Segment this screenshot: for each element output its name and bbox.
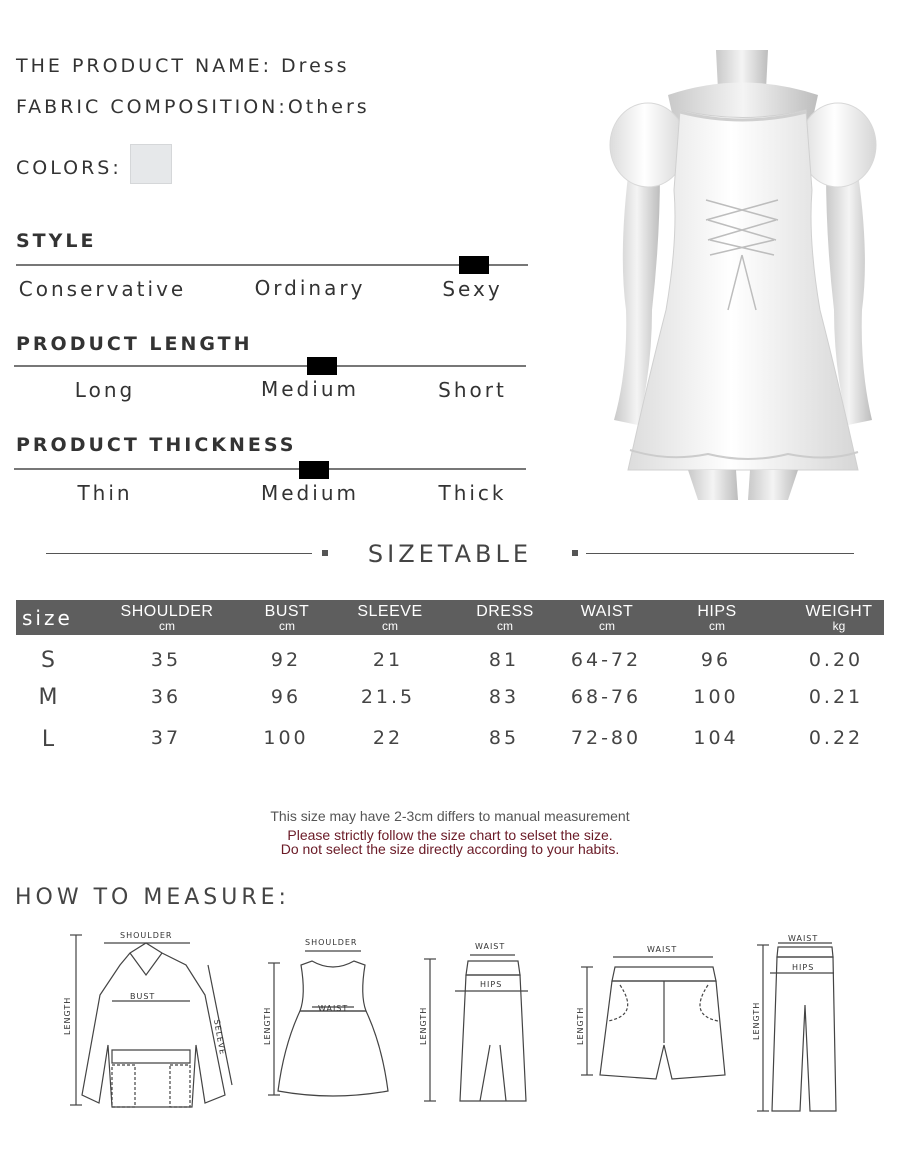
col-shoulder: SHOULDER cm (120, 603, 214, 633)
fabric-row (16, 96, 370, 118)
table-cell: 21 (372, 649, 404, 671)
product-name-row (16, 55, 350, 77)
thickness-option-thick: Thick (438, 481, 507, 505)
col-weight: WEIGHT kg (805, 603, 873, 633)
thickness-option-medium: Medium (261, 481, 359, 505)
how-to-measure-title: HOW TO MEASURE: (15, 885, 290, 910)
table-cell: 0.20 (808, 649, 864, 671)
label-waist-shorts: WAIST (647, 945, 678, 954)
style-marker (459, 256, 489, 274)
table-cell: 35 (150, 649, 182, 671)
table-cell: 96 (700, 649, 732, 671)
label-sleeve: SELEVE (212, 1018, 228, 1056)
table-cell: 81 (488, 649, 520, 671)
style-title: STYLE (16, 230, 97, 252)
table-cell: 83 (488, 686, 520, 708)
table-cell: 100 (693, 686, 739, 708)
table-cell: 96 (270, 686, 302, 708)
size-warning-1: Please strictly follow the size chart to selset the size. (287, 827, 613, 843)
table-cell: 68-76 (570, 686, 642, 708)
colors-label: COLORS: (16, 157, 122, 179)
style-scale-line (16, 264, 528, 266)
col-hips: HIPS cm (697, 603, 737, 633)
table-cell: 21.5 (360, 686, 416, 708)
table-cell: 22 (372, 727, 404, 749)
sizetable-title: SIZETABLE (367, 540, 533, 568)
label-hips-pants: HIPS (792, 963, 815, 972)
label-bust: BUST (130, 992, 156, 1001)
product-name-label: THE PRODUCT NAME: (16, 55, 273, 77)
label-length-shorts: LENGTH (576, 1006, 585, 1045)
label-waist-skirt: WAIST (475, 942, 506, 951)
fabric-label: FABRIC COMPOSITION: (16, 96, 288, 118)
length-option-short: Short (438, 378, 507, 402)
col-dress: DRESS cm (476, 603, 534, 633)
thickness-marker (299, 461, 329, 479)
style-option-sexy: Sexy (442, 277, 503, 301)
table-cell: 85 (488, 727, 520, 749)
label-waist-pants: WAIST (788, 934, 819, 943)
label-shoulder-jacket: SHOULDER (120, 931, 173, 940)
dress-diagram (268, 951, 388, 1096)
jacket-diagram (70, 935, 232, 1107)
thickness-option-thin: Thin (77, 481, 133, 505)
length-marker (307, 357, 337, 375)
product-photo (608, 50, 878, 500)
label-shoulder-dress: SHOULDER (305, 938, 358, 947)
measurement-diagrams (0, 925, 900, 1125)
table-cell: 100 (263, 727, 309, 749)
shorts-diagram (581, 957, 725, 1079)
table-cell: 64-72 (570, 649, 642, 671)
label-length-pants: LENGTH (752, 1001, 761, 1040)
skirt-diagram (424, 955, 528, 1101)
sizetable-line-right (586, 553, 854, 554)
style-option-conservative: Conservative (18, 277, 187, 301)
measurement-note: This size may have 2-3cm differs to manual measurement (270, 808, 630, 824)
col-waist: WAIST cm (580, 603, 634, 633)
table-cell: 37 (150, 727, 182, 749)
size-table-header (16, 600, 884, 635)
label-hips-skirt: HIPS (480, 980, 503, 989)
row-s-size: S (41, 648, 55, 673)
row-m-size: M (38, 685, 58, 710)
size-warning-2: Do not select the size directly according to your habits. (280, 841, 620, 857)
fabric-value: Others (287, 96, 370, 118)
label-length-jacket: LENGTH (63, 996, 72, 1035)
sizetable-line-left (46, 553, 312, 554)
thickness-scale-line (14, 468, 526, 470)
dress-mannequin-illustration (608, 50, 878, 500)
length-option-medium: Medium (261, 377, 359, 401)
length-option-long: Long (74, 378, 136, 402)
length-title: PRODUCT LENGTH (16, 333, 253, 355)
label-length-skirt: LENGTH (419, 1006, 428, 1045)
color-swatch-white[interactable] (130, 144, 172, 184)
style-option-ordinary: Ordinary (254, 276, 366, 300)
label-waist-dress: WAIST (318, 1004, 349, 1013)
length-scale-line (14, 365, 526, 367)
table-cell: 0.22 (808, 727, 864, 749)
col-bust: BUST cm (264, 603, 310, 633)
size-column-header: size (22, 606, 73, 630)
table-cell: 72-80 (570, 727, 642, 749)
product-name-value: Dress (272, 55, 350, 77)
col-sleeve: SLEEVE cm (357, 603, 423, 633)
table-cell: 36 (150, 686, 182, 708)
table-cell: 0.21 (808, 686, 864, 708)
row-l-size: L (41, 727, 55, 752)
thickness-title: PRODUCT THICKNESS (16, 434, 297, 456)
table-cell: 92 (270, 649, 302, 671)
table-cell: 104 (693, 727, 739, 749)
sizetable-dot-right (572, 550, 578, 556)
label-length-dress: LENGTH (263, 1006, 272, 1045)
